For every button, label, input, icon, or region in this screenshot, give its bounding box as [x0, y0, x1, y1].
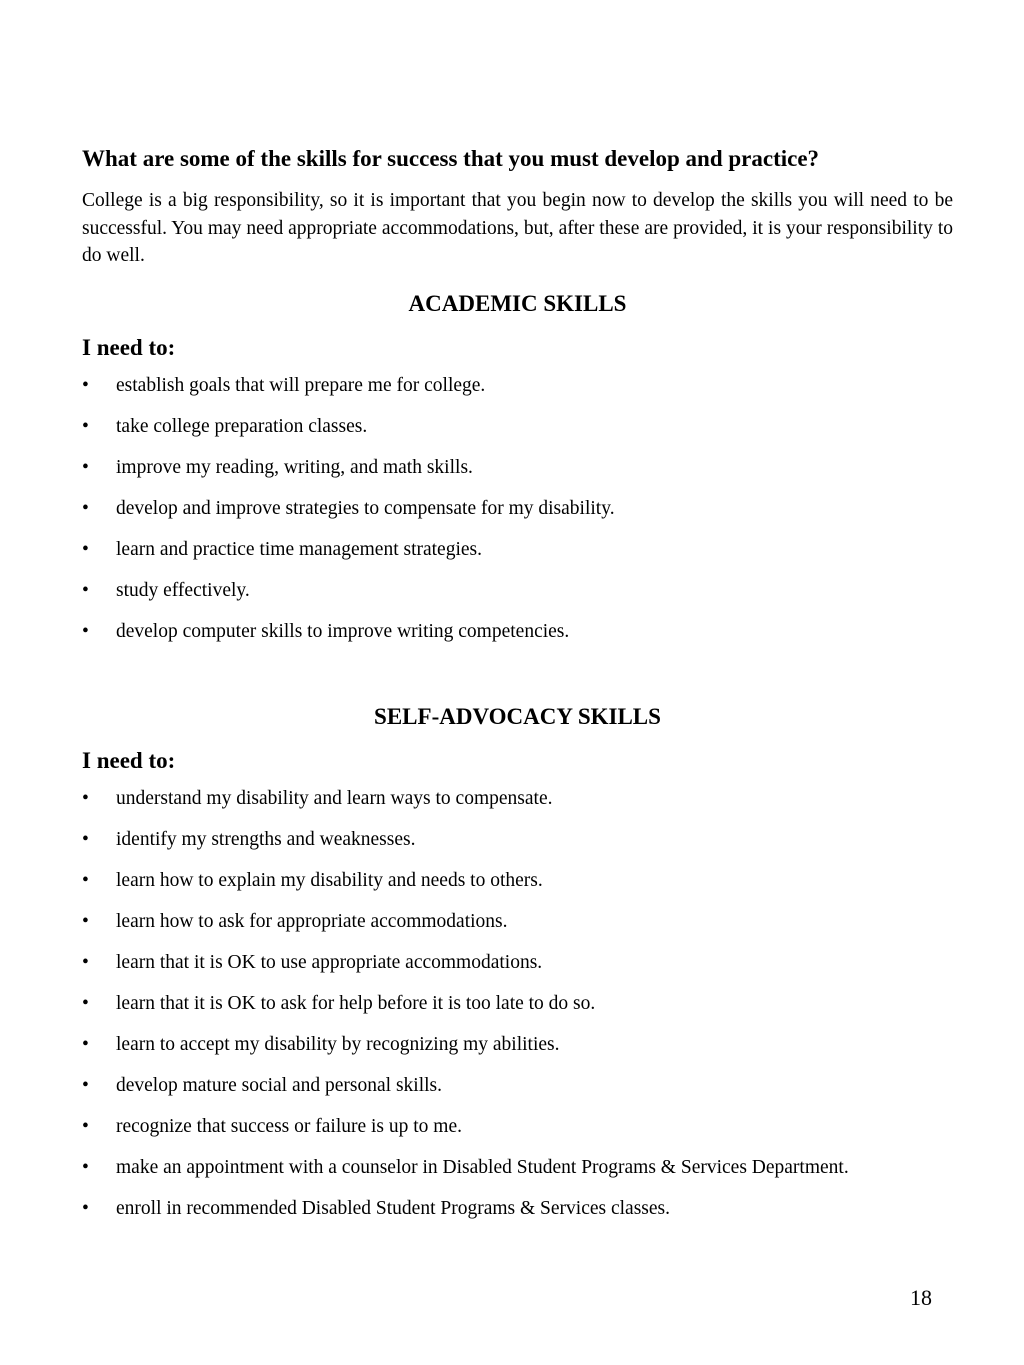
bullet-icon: • [82, 538, 89, 560]
list-item [82, 372, 953, 399]
bullet-icon: • [82, 787, 89, 809]
bullet-icon: • [82, 910, 89, 932]
intro-paragraph: College is a big responsibility, so it is important that you begin now to develop the skills you will need to be successful. You may need appropriate accommodations, but, after these are provided, it is your responsibility to do well. [82, 190, 953, 266]
list-item-text: enroll in recommended Disabled Student Programs & Services classes. [116, 1197, 670, 1219]
self-advocacy-skills-title: SELF-ADVOCACY SKILLS [374, 703, 661, 729]
list-item [82, 577, 953, 604]
list-item-text: develop and improve strategies to compensate for my disability. [116, 497, 615, 519]
list-item-text: develop mature social and personal skills. [116, 1074, 442, 1096]
list-item [82, 1031, 953, 1058]
list-item [82, 536, 953, 563]
list-item-text: learn how to explain my disability and needs to others. [116, 869, 543, 891]
list-item-text: learn to accept my disability by recognizing my abilities. [116, 1033, 560, 1055]
bullet-icon: • [82, 374, 89, 396]
list-item-text: understand my disability and learn ways to compensate. [116, 787, 553, 809]
list-item [82, 826, 953, 853]
list-item-text: make an appointment with a counselor in Disabled Student Programs & Services Department. [116, 1156, 849, 1178]
list-item [82, 1154, 953, 1181]
list-item [82, 949, 953, 976]
bullet-icon: • [82, 579, 89, 601]
bullet-icon: • [82, 869, 89, 891]
list-item [82, 495, 953, 522]
bullet-icon: • [82, 620, 89, 642]
list-item [82, 908, 953, 935]
bullet-icon: • [82, 456, 89, 478]
bullet-icon: • [82, 992, 89, 1014]
list-item-text: learn how to ask for appropriate accommodations. [116, 910, 508, 932]
academic-skills-section [82, 288, 953, 645]
bullet-icon: • [82, 1115, 89, 1137]
list-item-text: develop computer skills to improve writing competencies. [116, 620, 570, 642]
question-heading: What are some of the skills for success that you must develop and practice? [82, 146, 820, 171]
bullet-icon: • [82, 497, 89, 519]
list-item-text: recognize that success or failure is up to me. [116, 1115, 463, 1137]
academic-lead: I need to: [82, 334, 176, 360]
list-item [82, 1113, 953, 1140]
list-item [82, 413, 953, 440]
list-item [82, 867, 953, 894]
document-page [82, 143, 953, 1236]
bullet-icon: • [82, 1197, 89, 1219]
self-advocacy-lead: I need to: [82, 747, 176, 773]
list-item [82, 454, 953, 481]
list-item [82, 785, 953, 812]
bullet-icon: • [82, 1074, 89, 1096]
bullet-icon: • [82, 951, 89, 973]
academic-skills-list [82, 372, 953, 645]
academic-skills-title: ACADEMIC SKILLS [408, 290, 627, 316]
list-item [82, 618, 953, 645]
bullet-icon: • [82, 415, 89, 437]
list-item [82, 990, 953, 1017]
bullet-icon: • [82, 1033, 89, 1055]
list-item-text: improve my reading, writing, and math skills. [116, 456, 473, 478]
section-spacer [82, 659, 953, 701]
list-item-text: learn and practice time management strategies. [116, 538, 482, 560]
page-number: 18 [910, 1285, 932, 1310]
self-advocacy-skills-section [82, 701, 953, 1222]
list-item-text: establish goals that will prepare me for college. [116, 374, 486, 396]
list-item-text: learn that it is OK to use appropriate accommodations. [116, 951, 543, 973]
self-advocacy-skills-list [82, 785, 953, 1222]
list-item-text: learn that it is OK to ask for help before it is too late to do so. [116, 992, 596, 1014]
list-item-text: study effectively. [116, 579, 250, 601]
bullet-icon: • [82, 1156, 89, 1178]
list-item-text: take college preparation classes. [116, 415, 368, 437]
bullet-icon: • [82, 828, 89, 850]
list-item [82, 1195, 953, 1222]
list-item-text: identify my strengths and weaknesses. [116, 828, 416, 850]
list-item [82, 1072, 953, 1099]
